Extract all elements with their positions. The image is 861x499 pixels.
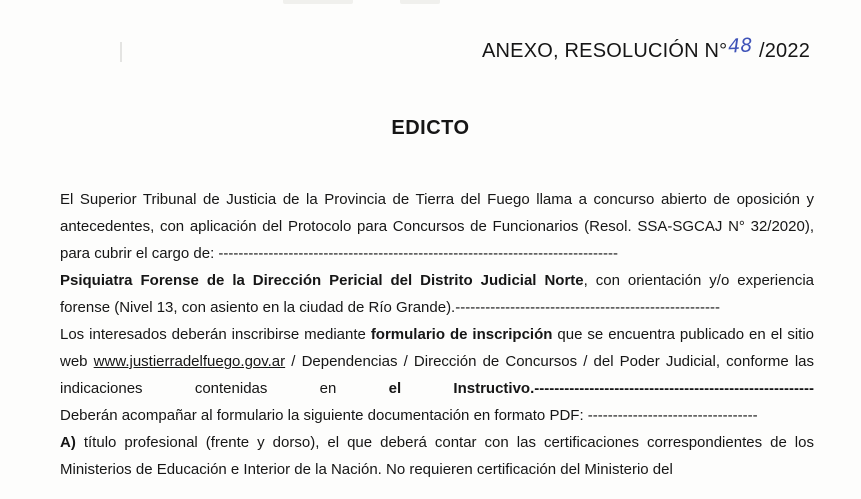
- document-body: [60, 186, 814, 483]
- website-link[interactable]: www.justierradelfuego.gov.ar: [93, 353, 286, 370]
- resolution-header: [482, 34, 811, 63]
- dash-filler: ----------------------------------: [587, 407, 758, 424]
- item-a-text: título profesional (frente y dorso), el que deberá contar con las certificaciones correspondientes de los Ministerios de Educación e Interior de la Nación. No requieren certificación del Ministerio del: [60, 434, 814, 478]
- dash-filler: --------------------------------------------------------------------------------: [218, 245, 619, 262]
- header-suffix: /2022: [758, 40, 811, 62]
- paragraph-item-a: [60, 429, 814, 483]
- call-text: El Superior Tribunal de Justicia de la Provincia de Tierra del Fuego llama a concurso abierto de oposición y antecedentes, con aplicación del Protocolo para Concursos de Funcionarios (Resol. SSA-SGCAJ N° 32/2020), para cubrir el cargo de:: [60, 191, 814, 262]
- dash-filler: -----------------------------------------------------: [455, 299, 720, 316]
- bleed-through-mark: [283, 0, 353, 4]
- paragraph-position: [60, 267, 814, 321]
- registration-form-label: formulario de inscripción: [370, 326, 553, 343]
- registration-text-c: / Dependencias / Dirección de Concursos / del Poder Judicial, conforme las indicaciones contenidas en: [60, 353, 814, 397]
- scan-artifact: [120, 42, 122, 62]
- documentation-text: Deberán acompañar al formulario la siguiente documentación en formato PDF:: [60, 407, 588, 424]
- item-a-label: A): [60, 434, 76, 451]
- registration-text-b: que se encuentra publicado en el sitio web: [60, 326, 815, 370]
- registration-text-a: Los interesados deberán inscribirse mediante: [60, 326, 371, 343]
- position-title: Psiquiatra Forense de la Dirección Pericial del Distrito Judicial Norte: [60, 272, 584, 289]
- dash-filler: --------------------------------------------------------: [534, 380, 814, 397]
- position-details: , con orientación y/o experiencia forense (Nivel 13, con asiento en la ciudad de Río Grande).: [60, 272, 814, 316]
- paragraph-documentation: [60, 402, 814, 429]
- paragraph-call: [60, 186, 814, 267]
- document-title: EDICTO: [391, 117, 470, 139]
- instructivo-label: el Instructivo.: [388, 380, 535, 397]
- header-prefix: ANEXO, RESOLUCIÓN N°: [482, 40, 728, 62]
- bleed-through-mark: [400, 0, 440, 4]
- handwritten-resolution-number: 48: [727, 34, 754, 58]
- paragraph-registration: [60, 321, 814, 402]
